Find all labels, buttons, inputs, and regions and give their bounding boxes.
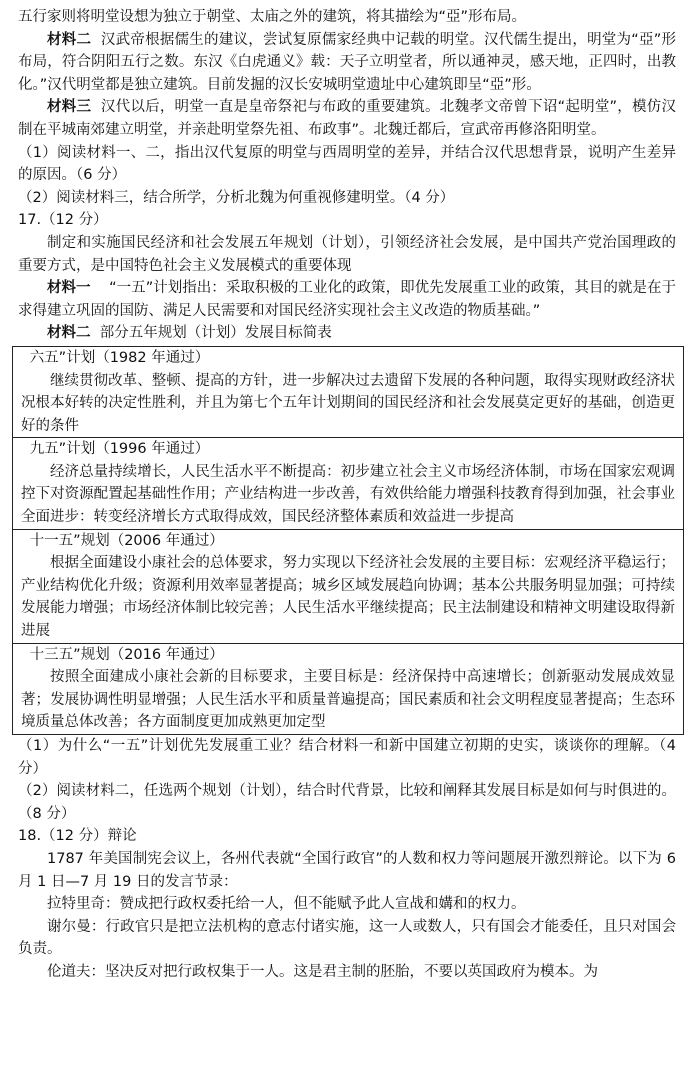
table-row-body: 根据全面建设小康社会的总体要求，努力实现以下经济社会发展的主要目标：宏观经济平稳运行；产业结构优化升级；资源利用效率显著提高；城乡区域发展趋向协调；基本公共服务明显加强；可持续发展能力增强；市场经济体制比较完善；人民生活水平继续提高；民主法制建设和精神文明建设取得新进展: [21, 555, 675, 640]
material-three-text: 汉代以后，明堂一直是皇帝祭祀与布政的重要建筑。北魏孝文帝曾下诏“起明堂”，模仿汉制在平城南郊建立明堂，并亲赴明堂祭先祖、布政事”。北魏迁都后，宣武帝再修洛阳明堂。: [18, 99, 676, 138]
table-row-heading: 十三五”规划（2016 年通过）: [29, 646, 224, 663]
table-row-body: 经济总量持续增长，人民生活水平不断提高：初步建立社会主义市场经济体制，市场在国家宏观调控下对资源配置起基础性作用；产业结构进一步改善，有效供给能力增强科技教育得到加强，社会事业全面进步：转变经济增长方式取得成效，国民经济整体素质和效益进一步提高: [21, 463, 675, 526]
material-three-label: 材料三: [47, 99, 92, 116]
material-17-one-text: “一五”计划指出：采取积极的工业化的政策，即优先发展重工业的政策，其目的就是在于求得建立巩固的国防、满足人民需要和对国民经济实现社会主义改造的物质基础。”: [18, 280, 677, 319]
material-17-two-label: 材料二: [47, 325, 91, 342]
table-row-heading: 六五”计划（1982 年通过）: [29, 349, 210, 366]
table-row: [13, 347, 683, 437]
question-17-2: （2）阅读材料二，任选两个规划（计划），结合时代背景，比较和阐释其发展目标是如何与时俱进的。（8 分）: [18, 783, 676, 822]
five-year-plan-table: [12, 346, 684, 735]
table-row-heading: 十一五”规划（2006 年通过）: [29, 532, 224, 549]
paragraph-intro: 五行家则将明堂设想为独立于朝堂、太庙之外的建筑，将其描绘为“亞”形布局。: [18, 9, 527, 25]
table-row-body: 按照全面建成小康社会新的目标要求，主要目标是：经济保持中高速增长；创新驱动发展成效显著；发展协调性明显增强；人民生活水平和质量普遍提高；国民素质和社会文明程度显著提高；生态环境质量总体改善；各方面制度更加成熟更加定型: [21, 669, 675, 731]
question-18-heading: 18.（12 分）辩论: [18, 828, 137, 845]
table-row: [13, 437, 683, 528]
material-two-label: 材料二: [47, 31, 92, 48]
material-two-text: 汉武帝根据儒生的建议，尝试复原儒家经典中记载的明堂。汉代儒生提出，明堂为“亞”形布局，符合阴阳五行之数。东汉《白虎通义》载：天子立明堂者，所以通神灵，感天地，正四时，出教化。”汉代明堂都是独立建筑。目前发掘的汉长安城明堂遗址中心建筑即呈“亞”形。: [18, 31, 676, 93]
table-row: [13, 643, 683, 734]
material-17-one-label: 材料一: [47, 280, 91, 297]
speech-sherman: 谢尔曼：行政官只是把立法机构的意志付诸实施，这一人或数人，只有国会才能委任，且只对国会负责。: [18, 918, 676, 958]
speech-rutledge: 拉特里奇：赞成把行政权委托给一人，但不能赋予此人宣战和媾和的权力。: [47, 896, 526, 913]
question-16-1: （1）阅读材料一、二，指出汉代复原的明堂与西周明堂的差异，并结合汉代思想背景，说明产生差异的原因。（6 分）: [18, 144, 676, 184]
material-17-two-paragraph: [18, 322, 676, 345]
question-18-intro: 1787 年美国制宪会议上，各州代表就“全国行政官”的人数和权力等问题展开激烈辩论。以下为 6 月 1 日—7 月 19 日的发言节录：: [18, 850, 676, 890]
speech-randolph: 伦道夫：坚决反对把行政权集于一人。这是君主制的胚胎，不要以英国政府为模本。为: [47, 963, 598, 980]
table-row: [13, 529, 683, 643]
table-row-body: 继续贯彻改革、整顿、提高的方针，进一步解决过去遗留下发展的各种问题，取得实现财政经济状况根本好转的决定性胜利，并且为第七个五年计划期间的国民经济和社会发展莫定更好的基础，创造更好的条件: [21, 372, 675, 434]
question-17-1: （1）为什么“一五”计划优先发展重工业？结合材料一和新中国建立初期的史实，谈谈你的理解。（4 分）: [18, 738, 676, 777]
material-three-paragraph: [18, 96, 676, 141]
material-17-one-paragraph: [18, 277, 676, 322]
material-17-two-text: 部分五年规划（计划）发展目标简表: [99, 325, 332, 342]
material-two-paragraph: [18, 29, 676, 97]
question-16-2: （2）阅读材料三，结合所学，分析北魏为何重视修建明堂。（4 分）: [18, 189, 455, 206]
table-row-heading: 九五”计划（1996 年通过）: [29, 441, 210, 458]
question-17-heading: 17.（12 分）: [18, 212, 108, 229]
question-17-intro: 制定和实施国民经济和社会发展五年规划（计划），引领经济社会发展，是中国共产党治国理政的重要方式，是中国特色社会主义发展模式的重要体现: [18, 234, 676, 274]
